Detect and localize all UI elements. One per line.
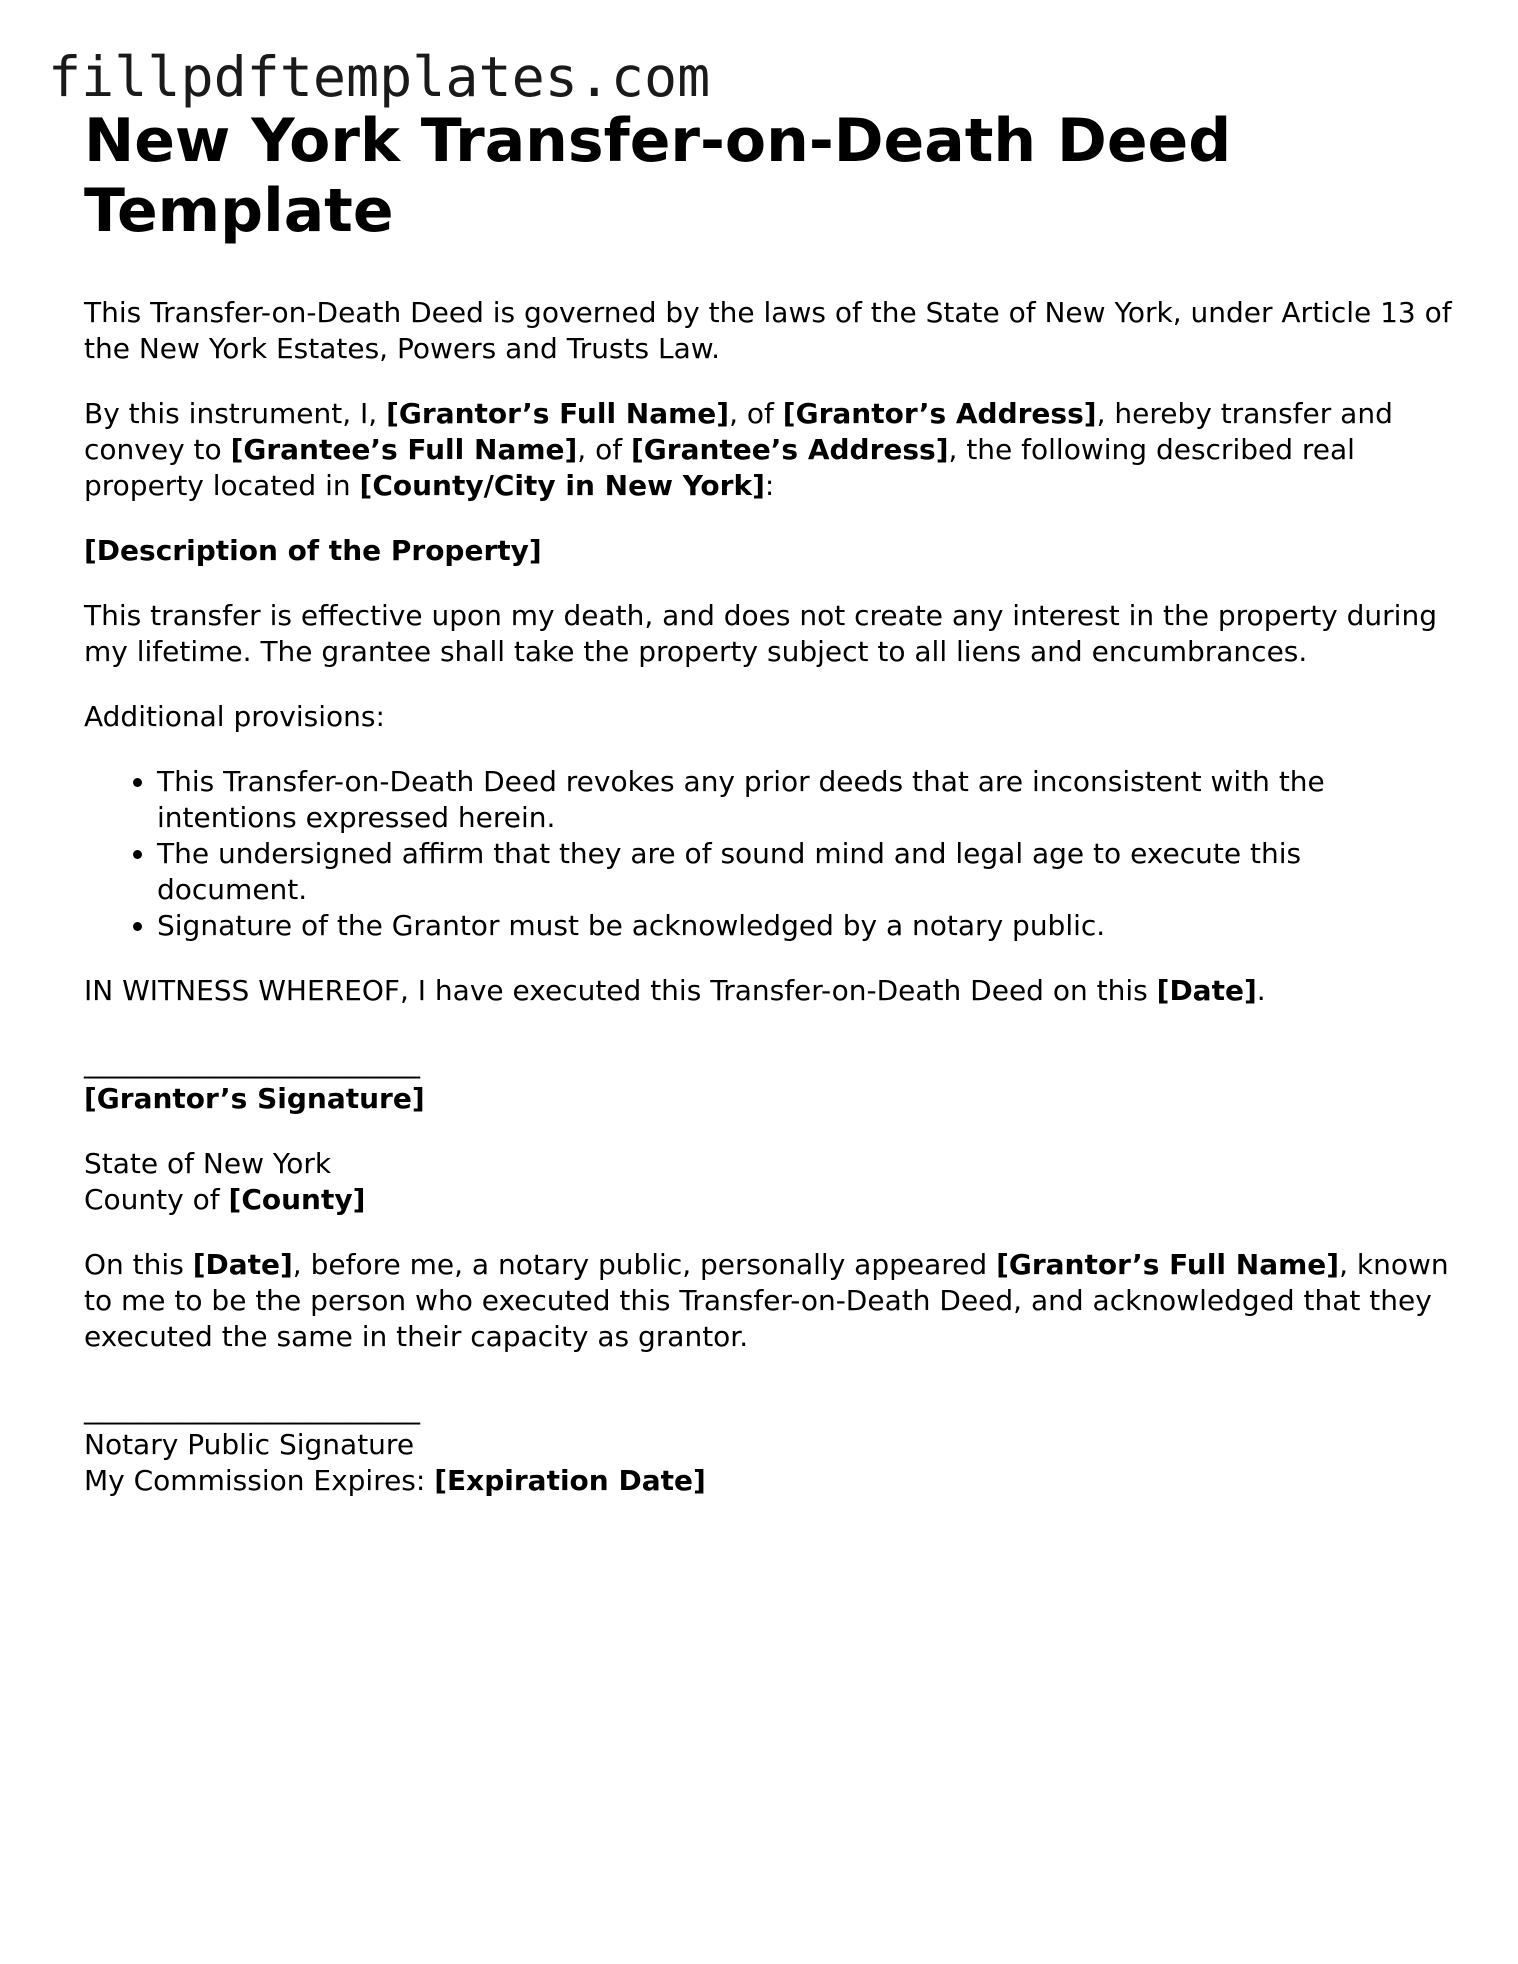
grantor-address-placeholder: [Grantor’s Address] (782, 397, 1097, 430)
watermark: fillpdftemplates.com (48, 45, 711, 109)
effective-paragraph: This transfer is effective upon my death, and does not create any interest in the property during my lifetime. The grantee shall take the property subject to all liens and encumbrances. (84, 599, 1437, 668)
grantee-address-placeholder: [Grantee’s Address] (631, 433, 949, 466)
intro-paragraph: This Transfer-on-Death Deed is governed by the laws of the State of New York, under Article 13 of the New York Estates, Powers and Trusts Law. (84, 296, 1452, 365)
notary-signature-label: Notary Public Signature (84, 1428, 415, 1461)
commission-expires: My Commission Expires: [Expiration Date] (84, 1464, 706, 1497)
county-placeholder: [County] (228, 1183, 366, 1216)
list-item: • This Transfer-on-Death Deed revokes any prior deeds that are inconsistent with the intentions expressed herein. (157, 764, 1454, 836)
notary-signature-line: ________________________ (84, 1392, 420, 1425)
additional-provisions-heading: Additional provisions: (84, 700, 385, 733)
list-item: • The undersigned affirm that they are of sound mind and legal age to execute this document. (157, 836, 1454, 908)
grantor-name-placeholder: [Grantor’s Full Name] (386, 397, 730, 430)
ack-date-placeholder: [Date] (192, 1248, 293, 1281)
ack-grantor-name-placeholder: [Grantor’s Full Name] (996, 1248, 1340, 1281)
witness-date-placeholder: [Date] (1156, 974, 1257, 1007)
page-title: New York Transfer-on-Death Deed Template (84, 106, 1232, 246)
provisions-list (84, 764, 1454, 944)
grantor-signature-label: [Grantor’s Signature] (84, 1082, 425, 1115)
venue-state: State of New York (84, 1147, 332, 1180)
grantee-name-placeholder: [Grantee’s Full Name] (230, 433, 578, 466)
conveyance-paragraph: By this instrument, I, [Grantor’s Full Name], of [Grantor’s Address], hereby transfer and convey to [Grantee’s Full Name], of [Grantee’s Address], the following described real property located in [County/City in New York]: (84, 397, 1393, 502)
property-description: [Description of the Property] (84, 534, 542, 567)
witness-paragraph: IN WITNESS WHEREOF, I have executed this Transfer-on-Death Deed on this [Date]. (84, 974, 1266, 1007)
list-item: • Signature of the Grantor must be acknowledged by a notary public. (157, 908, 1454, 944)
county-city-placeholder: [County/City in New York] (359, 469, 765, 502)
expiration-date-placeholder: [Expiration Date] (434, 1464, 706, 1497)
deed-content (84, 106, 1454, 1499)
venue-county: County of [County] (84, 1183, 366, 1216)
grantor-signature-line: ________________________ (84, 1046, 420, 1079)
acknowledgment-paragraph: On this [Date], before me, a notary public, personally appeared [Grantor’s Full Name], known to me to be the person who executed this Transfer-on-Death Deed, and acknowledged that they executed the same in their capacity as grantor. (84, 1248, 1449, 1353)
